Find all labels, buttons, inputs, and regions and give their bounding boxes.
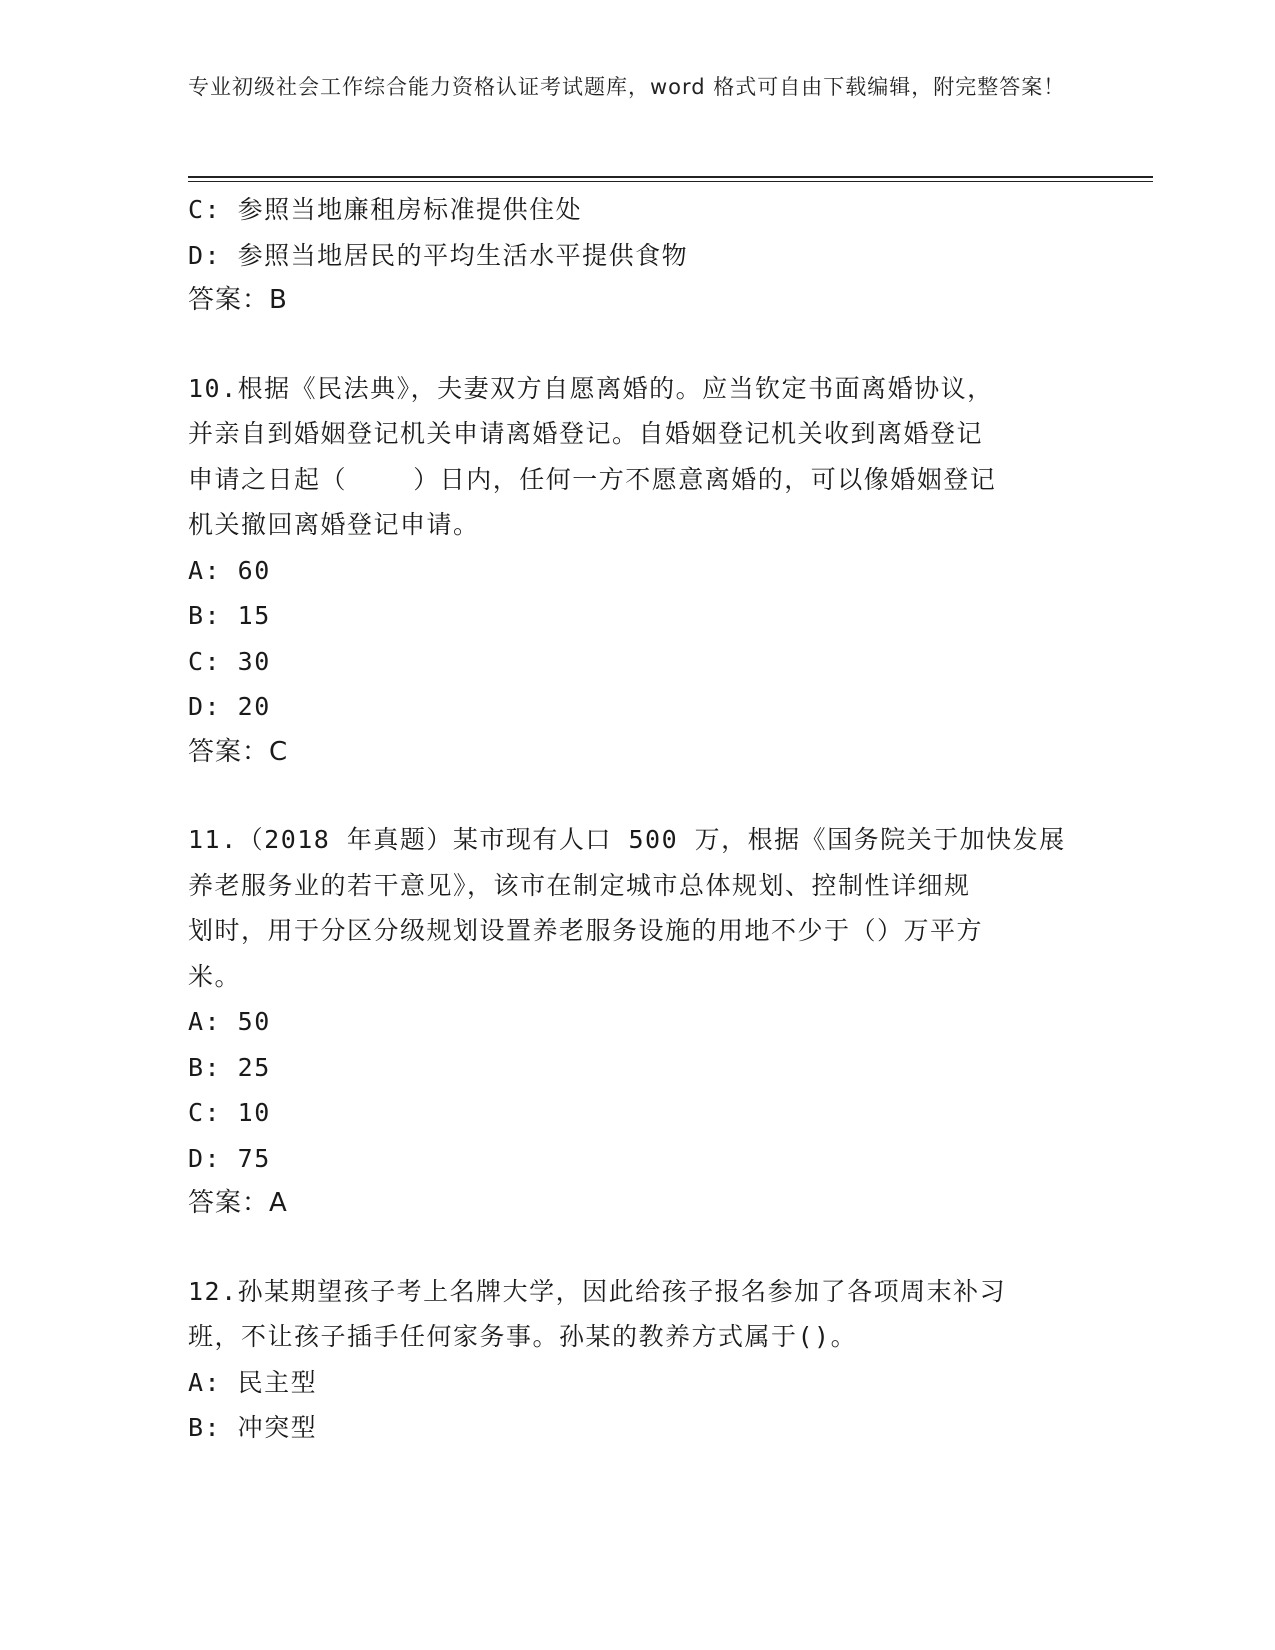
stem-line: 10.根据《民法典》，夫妻双方自愿离婚的。应当钦定书面离婚协议， [188,373,994,403]
answer-line: 答案：C [188,736,289,767]
spacer [188,775,1088,817]
spacer [188,324,1088,366]
stem-line: 并亲自到婚姻登记机关申请离婚登记。自婚姻登记机关收到离婚登记 [188,419,984,448]
stem-line: 12.孙某期望孩子考上名牌大学，因此给孩子报名参加了各项周末补习 [188,1276,1007,1306]
spacer [188,1227,1088,1269]
stem-line: 机关撤回离婚登记申请。 [188,510,480,539]
question-stem [188,1269,1068,1360]
answer-line: 答案：B [188,285,288,315]
page-header: 专业初级社会工作综合能力资格认证考试题库，word 格式可自由下载编辑，附完整答案！ [188,75,1066,99]
option-b: B: 冲突型 [188,1413,318,1442]
stem-line: 申请之日起（ ）日内，任何一方不愿意离婚的，可以像婚姻登记 [188,464,997,494]
option-c: C: 参照当地廉租房标准提供住处 [188,195,583,224]
answer-line: 答案：A [188,1188,288,1218]
stem-line: 11.（2018 年真题）某市现有人口 500 万，根据《国务院关于加快发展 [188,825,1066,854]
option-d: D: 参照当地居民的平均生活水平提供食物 [188,240,689,270]
option-a: A: 50 [188,1007,271,1036]
option-d: D: 75 [188,1143,271,1173]
header-rule-thick [188,176,1153,178]
option-b: B: 25 [188,1052,271,1082]
question-stem [188,817,1068,999]
option-d: D: 20 [188,692,271,721]
option-c: C: 10 [188,1098,271,1127]
option-a: A: 民主型 [188,1367,318,1397]
stem-line: 划时，用于分区分级规划设置养老服务设施的用地不少于（）万平方 [188,916,984,945]
question-stem [188,366,1068,548]
option-a: A: 60 [188,555,271,585]
stem-line: 米。 [188,961,242,991]
header-rule-thin [188,181,1153,182]
stem-line: 班，不让孩子插手任何家务事。孙某的教养方式属于()。 [188,1322,858,1351]
stem-line: 养老服务业的若干意见》，该市在制定城市总体规划、控制性详细规 [188,870,971,900]
option-c: C: 30 [188,646,271,676]
document-content [188,187,1088,1451]
option-b: B: 15 [188,601,271,630]
